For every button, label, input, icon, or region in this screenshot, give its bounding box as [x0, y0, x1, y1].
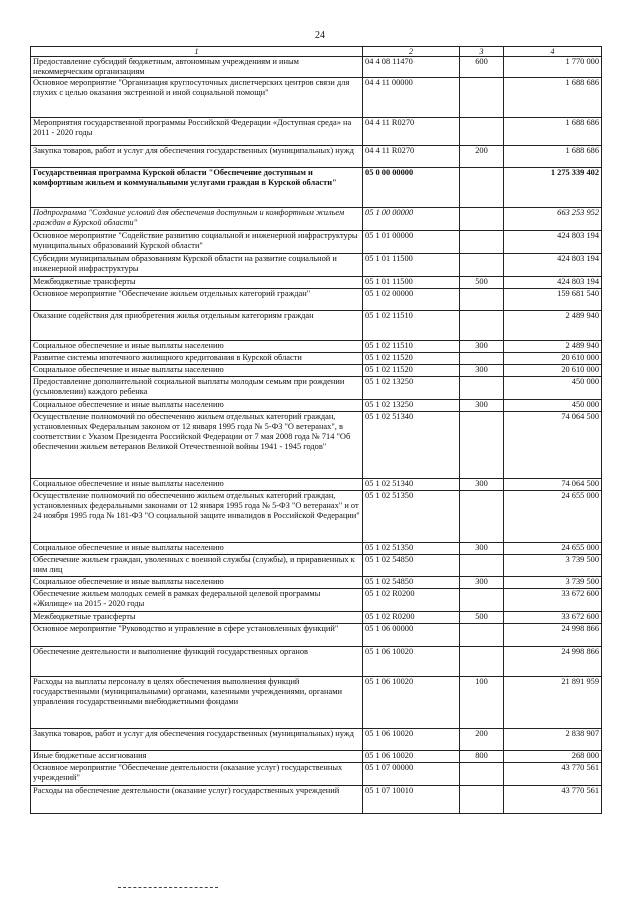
- row-type-cell: 300: [460, 365, 504, 377]
- row-amount-cell: 1 688 686: [504, 146, 602, 168]
- table-row: [31, 400, 602, 412]
- row-type-cell: [460, 289, 504, 311]
- row-amount-cell: 33 672 600: [504, 589, 602, 612]
- row-amount-cell: 3 739 500: [504, 555, 602, 577]
- row-name-cell: Развитие системы ипотечного жилищного кредитования в Курской области: [31, 353, 363, 365]
- table-row: [31, 491, 602, 543]
- table-row: [31, 231, 602, 254]
- table-row: [31, 277, 602, 289]
- row-code-cell: 04 4 11 R0270: [363, 118, 460, 146]
- row-code-cell: 05 1 06 10020: [363, 751, 460, 763]
- budget-table-body: [31, 47, 602, 814]
- table-row: [31, 311, 602, 341]
- row-code-cell: 05 0 00 00000: [363, 168, 460, 208]
- row-amount-cell: 24 998 866: [504, 624, 602, 647]
- row-name-cell: Субсидии муниципальным образованиям Курской области на развитие социальной и инженерной инфраструктуры: [31, 254, 363, 277]
- row-code-cell: 05 1 02 11520: [363, 353, 460, 365]
- row-amount-cell: 2 838 907: [504, 729, 602, 751]
- row-amount-cell: 3 739 500: [504, 577, 602, 589]
- table-row: [31, 555, 602, 577]
- row-type-cell: 500: [460, 277, 504, 289]
- table-row: [31, 353, 602, 365]
- row-code-cell: 05 1 01 00000: [363, 231, 460, 254]
- row-amount-cell: 1 688 686: [504, 118, 602, 146]
- header-col-1: 1: [31, 47, 363, 57]
- row-code-cell: 05 1 02 R0200: [363, 612, 460, 624]
- table-row: [31, 479, 602, 491]
- footer-divider: [118, 887, 218, 888]
- row-type-cell: 300: [460, 577, 504, 589]
- row-code-cell: 05 1 07 00000: [363, 763, 460, 786]
- table-row: [31, 78, 602, 118]
- table-row: [31, 208, 602, 231]
- row-type-cell: [460, 786, 504, 814]
- row-code-cell: 05 1 06 00000: [363, 624, 460, 647]
- table-row: [31, 365, 602, 377]
- row-amount-cell: 1 688 686: [504, 78, 602, 118]
- table-row: [31, 612, 602, 624]
- table-row: [31, 377, 602, 400]
- row-code-cell: 05 1 02 51350: [363, 543, 460, 555]
- row-code-cell: 05 1 02 51350: [363, 491, 460, 543]
- row-amount-cell: 159 681 540: [504, 289, 602, 311]
- page-number: 24: [315, 30, 325, 41]
- row-name-cell: Осуществление полномочий по обеспечению жильем отдельных категорий граждан, установленных федеральными законами от 12 января 1995 года № 5-ФЗ "О ветеранах" и от 24 ноября 1995 года № 181-ФЗ "О социальной защите инвалидов в Российской Федерации": [31, 491, 363, 543]
- row-amount-cell: 450 000: [504, 377, 602, 400]
- row-type-cell: 300: [460, 400, 504, 412]
- row-type-cell: [460, 208, 504, 231]
- row-code-cell: 05 1 02 51340: [363, 412, 460, 479]
- row-name-cell: Обеспечение жильем граждан, уволенных с военной службы (службы), и приравненных к ним лиц: [31, 555, 363, 577]
- row-amount-cell: 24 655 000: [504, 491, 602, 543]
- row-code-cell: 05 1 02 R0200: [363, 589, 460, 612]
- table-row: [31, 341, 602, 353]
- row-type-cell: [460, 412, 504, 479]
- row-type-cell: [460, 118, 504, 146]
- row-amount-cell: 20 610 000: [504, 365, 602, 377]
- row-amount-cell: 24 655 000: [504, 543, 602, 555]
- row-amount-cell: 74 064 500: [504, 479, 602, 491]
- row-amount-cell: 21 891 959: [504, 677, 602, 729]
- table-row: [31, 577, 602, 589]
- row-code-cell: 05 1 02 51340: [363, 479, 460, 491]
- table-row: [31, 168, 602, 208]
- table-row: [31, 289, 602, 311]
- table-row: [31, 412, 602, 479]
- row-type-cell: [460, 254, 504, 277]
- row-name-cell: Расходы на выплаты персоналу в целях обеспечения выполнения функций государственными (муниципальными) органами, казенными учреждениями, органами управления государственными внебюджетными фондами: [31, 677, 363, 729]
- row-type-cell: [460, 589, 504, 612]
- row-name-cell: Основное мероприятие "Организация круглосуточных диспетчерских центров связи для глухих с целью оказания экстренной и иной социальной помощи": [31, 78, 363, 118]
- row-type-cell: [460, 624, 504, 647]
- row-type-cell: 300: [460, 341, 504, 353]
- row-name-cell: Социальное обеспечение и иные выплаты населению: [31, 365, 363, 377]
- header-col-2: 2: [363, 47, 460, 57]
- row-name-cell: Обеспечение деятельности и выполнение функций государственных органов: [31, 647, 363, 677]
- row-name-cell: Социальное обеспечение и иные выплаты населению: [31, 479, 363, 491]
- table-header-row: [31, 47, 602, 57]
- row-name-cell: Обеспечение жильем молодых семей в рамках федеральной целевой программы «Жилище» на 2015 - 2020 годы: [31, 589, 363, 612]
- row-code-cell: 04 4 11 R0270: [363, 146, 460, 168]
- row-name-cell: Межбюджетные трансферты: [31, 612, 363, 624]
- row-code-cell: 05 1 02 13250: [363, 377, 460, 400]
- row-code-cell: 05 1 06 10020: [363, 647, 460, 677]
- row-name-cell: Основное мероприятие "Содействие развитию социальной и инженерной инфраструктуры муниципальных образований Курской области": [31, 231, 363, 254]
- row-amount-cell: 450 000: [504, 400, 602, 412]
- row-amount-cell: 2 489 940: [504, 311, 602, 341]
- row-amount-cell: 43 770 561: [504, 763, 602, 786]
- row-code-cell: 05 1 06 10020: [363, 729, 460, 751]
- row-amount-cell: 424 803 194: [504, 254, 602, 277]
- table-row: [31, 677, 602, 729]
- row-name-cell: Закупка товаров, работ и услуг для обеспечения государственных (муниципальных) нужд: [31, 146, 363, 168]
- row-code-cell: 05 1 02 13250: [363, 400, 460, 412]
- table-row: [31, 763, 602, 786]
- row-name-cell: Предоставление субсидий бюджетным, автономным учреждениям и иным некоммерческим организациям: [31, 57, 363, 78]
- table-row: [31, 624, 602, 647]
- row-code-cell: 05 1 02 54850: [363, 577, 460, 589]
- row-name-cell: Расходы на обеспечение деятельности (оказание услуг) государственных учреждений: [31, 786, 363, 814]
- table-row: [31, 254, 602, 277]
- row-amount-cell: 424 803 194: [504, 277, 602, 289]
- row-type-cell: [460, 377, 504, 400]
- row-type-cell: 200: [460, 729, 504, 751]
- row-amount-cell: 33 672 600: [504, 612, 602, 624]
- row-amount-cell: 424 803 194: [504, 231, 602, 254]
- row-amount-cell: 43 770 561: [504, 786, 602, 814]
- table-row: [31, 146, 602, 168]
- row-amount-cell: 1 770 000: [504, 57, 602, 78]
- row-type-cell: [460, 647, 504, 677]
- row-code-cell: 05 1 01 11500: [363, 254, 460, 277]
- row-amount-cell: 24 998 866: [504, 647, 602, 677]
- row-type-cell: 200: [460, 146, 504, 168]
- row-name-cell: Оказание содействия для приобретения жилья отдельным категориям граждан: [31, 311, 363, 341]
- row-code-cell: 05 1 02 11510: [363, 341, 460, 353]
- row-code-cell: 04 4 11 00000: [363, 78, 460, 118]
- row-type-cell: 300: [460, 479, 504, 491]
- row-code-cell: 05 1 00 00000: [363, 208, 460, 231]
- table-row: [31, 751, 602, 763]
- row-code-cell: 05 1 01 11500: [363, 277, 460, 289]
- row-name-cell: Осуществление полномочий по обеспечению жильем отдельных категорий граждан, установленных Федеральным законом от 12 января 1995 года № 5-ФЗ "О ветеранах", в соответствии с Указом Президента Российской Федерации от 7 мая 2008 года № 714 "Об обеспечении жильем ветеранов Великой Отечественной войны 1941 - 1945 годов": [31, 412, 363, 479]
- row-type-cell: [460, 231, 504, 254]
- row-name-cell: Иные бюджетные ассигнования: [31, 751, 363, 763]
- row-type-cell: [460, 311, 504, 341]
- row-code-cell: 05 1 06 10020: [363, 677, 460, 729]
- row-name-cell: Предоставление дополнительной социальной выплаты молодым семьям при рождении (усыновлении) каждого ребенка: [31, 377, 363, 400]
- row-type-cell: [460, 78, 504, 118]
- row-name-cell: Межбюджетные трансферты: [31, 277, 363, 289]
- row-code-cell: 05 1 07 10010: [363, 786, 460, 814]
- row-code-cell: 04 4 08 11470: [363, 57, 460, 78]
- row-amount-cell: 2 489 940: [504, 341, 602, 353]
- row-name-cell: Социальное обеспечение и иные выплаты населению: [31, 577, 363, 589]
- row-type-cell: [460, 353, 504, 365]
- row-name-cell: Закупка товаров, работ и услуг для обеспечения государственных (муниципальных) нужд: [31, 729, 363, 751]
- row-type-cell: 100: [460, 677, 504, 729]
- row-code-cell: 05 1 02 11510: [363, 311, 460, 341]
- table-row: [31, 57, 602, 78]
- row-amount-cell: 1 275 339 402: [504, 168, 602, 208]
- row-name-cell: Основное мероприятие "Руководство и управление в сфере установленных функций": [31, 624, 363, 647]
- row-name-cell: Государственная программа Курской области "Обеспечение доступным и комфортным жильем и коммунальными услугами граждан в Курской области": [31, 168, 363, 208]
- row-name-cell: Социальное обеспечение и иные выплаты населению: [31, 400, 363, 412]
- row-type-cell: [460, 491, 504, 543]
- row-name-cell: Основное мероприятие "Обеспечение деятельности (оказание услуг) государственных учреждений": [31, 763, 363, 786]
- row-code-cell: 05 1 02 00000: [363, 289, 460, 311]
- table-row: [31, 589, 602, 612]
- table-row: [31, 786, 602, 814]
- table-row: [31, 647, 602, 677]
- row-type-cell: [460, 168, 504, 208]
- row-amount-cell: 663 253 952: [504, 208, 602, 231]
- row-amount-cell: 74 064 500: [504, 412, 602, 479]
- row-code-cell: 05 1 02 54850: [363, 555, 460, 577]
- row-code-cell: 05 1 02 11520: [363, 365, 460, 377]
- row-amount-cell: 20 610 000: [504, 353, 602, 365]
- row-type-cell: 500: [460, 612, 504, 624]
- row-type-cell: 300: [460, 543, 504, 555]
- table-row: [31, 543, 602, 555]
- table-row: [31, 729, 602, 751]
- row-name-cell: Социальное обеспечение и иные выплаты населению: [31, 341, 363, 353]
- row-name-cell: Основное мероприятие "Обеспечение жильем отдельных категорий граждан": [31, 289, 363, 311]
- budget-table: [30, 46, 602, 814]
- row-type-cell: [460, 763, 504, 786]
- row-name-cell: Мероприятия государственной программы Российской Федерации «Доступная среда» на 2011 - 2020 годы: [31, 118, 363, 146]
- header-col-4: 4: [504, 47, 602, 57]
- row-type-cell: [460, 555, 504, 577]
- row-type-cell: 600: [460, 57, 504, 78]
- row-name-cell: Социальное обеспечение и иные выплаты населению: [31, 543, 363, 555]
- header-col-3: 3: [460, 47, 504, 57]
- row-amount-cell: 268 000: [504, 751, 602, 763]
- row-name-cell: Подпрограмма "Создание условий для обеспечения доступным и комфортным жильем граждан в Курской области": [31, 208, 363, 231]
- table-row: [31, 118, 602, 146]
- row-type-cell: 800: [460, 751, 504, 763]
